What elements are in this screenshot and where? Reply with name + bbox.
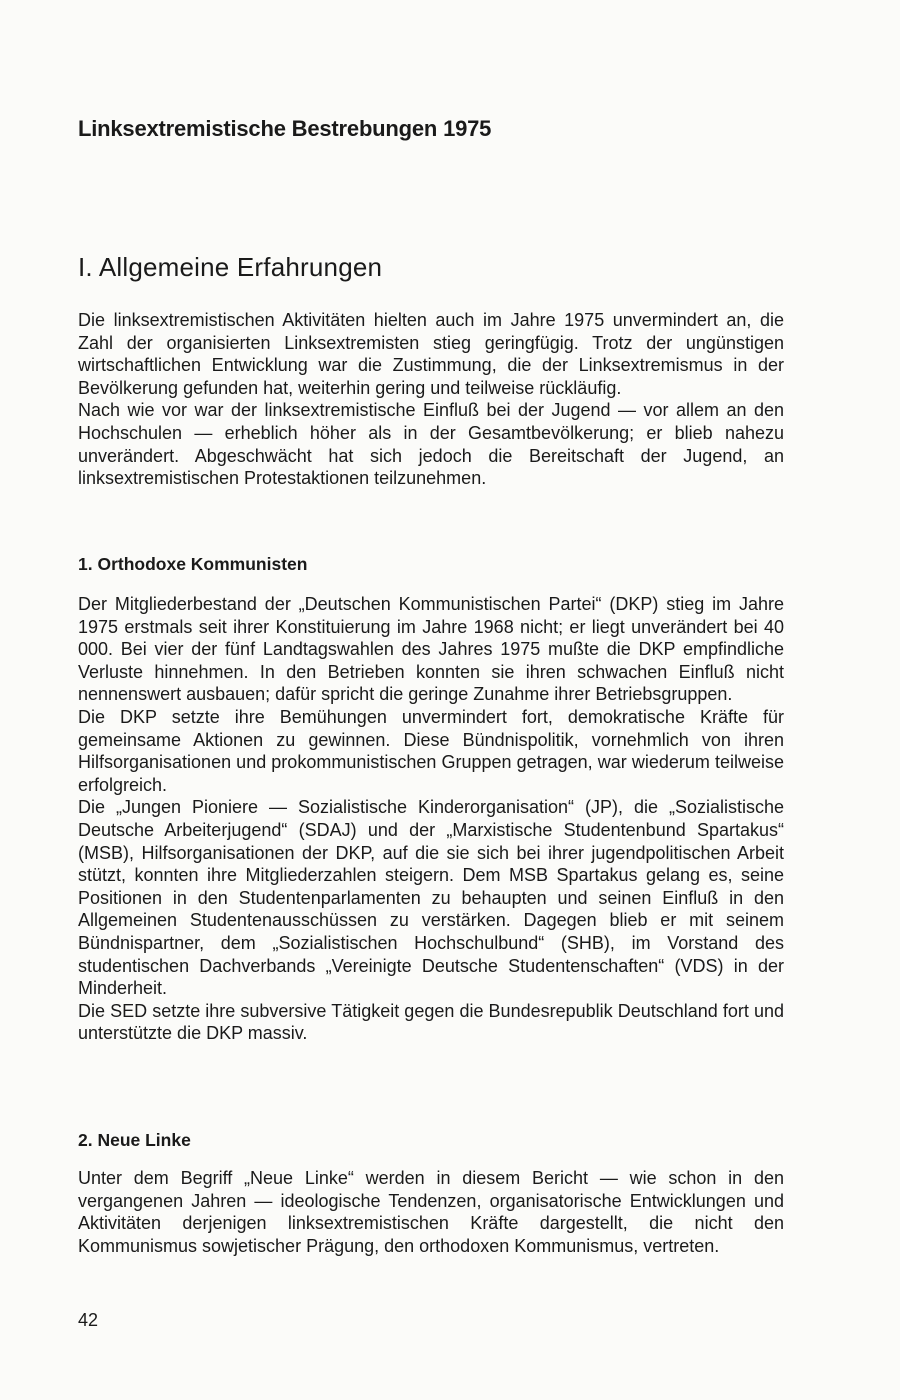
paragraph: Die SED setzte ihre subversive Tätigkeit gegen die Bundesrepublik Deutschland fort und unterstützte die DKP massiv. <box>78 1000 784 1044</box>
paragraph: Die linksextremistischen Aktivitäten hielten auch im Jahre 1975 unvermindert an, die Zahl der organisierten Linksextremisten stieg geringfügig. Trotz der ungünstigen wirtschaftlichen Entwicklung war die Zustimmung, die der Linksextremismus in der Bevölkerung gefunden hat, weiterhin gering und teilweise rückläufig. <box>78 310 784 398</box>
paragraph: Unter dem Begriff „Neue Linke“ werden in diesem Bericht — wie schon in den vergangenen Jahren — ideologische Tendenzen, organisatorische Entwicklungen und Aktivitäten derjenigen linksextremistischen Kräfte dargestellt, die nicht den Kommunismus sowjetischer Prägung, den orthodoxen Kommunismus, vertreten. <box>78 1168 784 1256</box>
document-title: Linksextremistische Bestrebungen 1975 <box>78 116 492 141</box>
intro-text <box>78 309 784 490</box>
section-heading: I. Allgemeine Erfahrungen <box>78 252 383 282</box>
paragraph: Der Mitgliederbestand der „Deutschen Kommunistischen Partei“ (DKP) stieg im Jahre 1975 erstmals seit ihrer Konstituierung im Jahre 1968 nicht; er liegt unverändert bei 40 000. Bei vier der fünf Landtagswahlen des Jahres 1975 mußte die DKP empfindliche Verluste hinnehmen. In den Betrieben konnten sie ihren schwachen Einfluß nicht nennenswert ausbauen; dafür spricht die geringe Zunahme ihrer Betriebsgruppen. <box>78 594 784 705</box>
page-number: 42 <box>78 1310 99 1330</box>
subsection-heading-new-left: 2. Neue Linke <box>78 1130 191 1150</box>
subsection-text-new-left <box>78 1167 784 1257</box>
subsection-text-orthodox <box>78 593 784 1045</box>
subsection-heading-orthodox: 1. Orthodoxe Kommunisten <box>78 554 308 574</box>
paragraph: Nach wie vor war der linksextremistische Einfluß bei der Jugend — vor allem an den Hochschulen — erheblich höher als in der Gesamtbevölkerung; er blieb nahezu unverändert. Abgeschwächt hat sich jedoch die Bereitschaft der Jugend, an linksextremistischen Protestaktionen teilzunehmen. <box>78 400 784 489</box>
paragraph: Die DKP setzte ihre Bemühungen unvermindert fort, demokratische Kräfte für gemeinsame Aktionen zu gewinnen. Diese Bündnispolitik, vornehmlich von ihren Hilfsorganisationen und prokommunistischen Gruppen getragen, war wiederum teilweise erfolgreich. <box>78 706 784 795</box>
paragraph: Die „Jungen Pioniere — Sozialistische Kinderorganisation“ (JP), die „Sozialistische Deutsche Arbeiterjugend“ (SDAJ) und der „Marxistische Studentenbund Spartakus“ (MSB), Hilfsorganisationen der DKP, auf die sie sich bei ihrer jugendpolitischen Arbeit stützt, konnten ihre Mitgliederzahlen steigern. Dem MSB Spartakus gelang es, seine Positionen in den Studentenparlamenten zu behaupten und seinen Einfluß in den Allgemeinen Studentenausschüssen zu verstärken. Dagegen blieb er mit seinem Bündnispartner, dem „Sozialistischen Hochschulbund“ (SHB), im Vorstand des studentischen Dachverbands „Vereinigte Deutsche Studentenschaften“ (VDS) in der Minderheit. <box>78 797 784 999</box>
